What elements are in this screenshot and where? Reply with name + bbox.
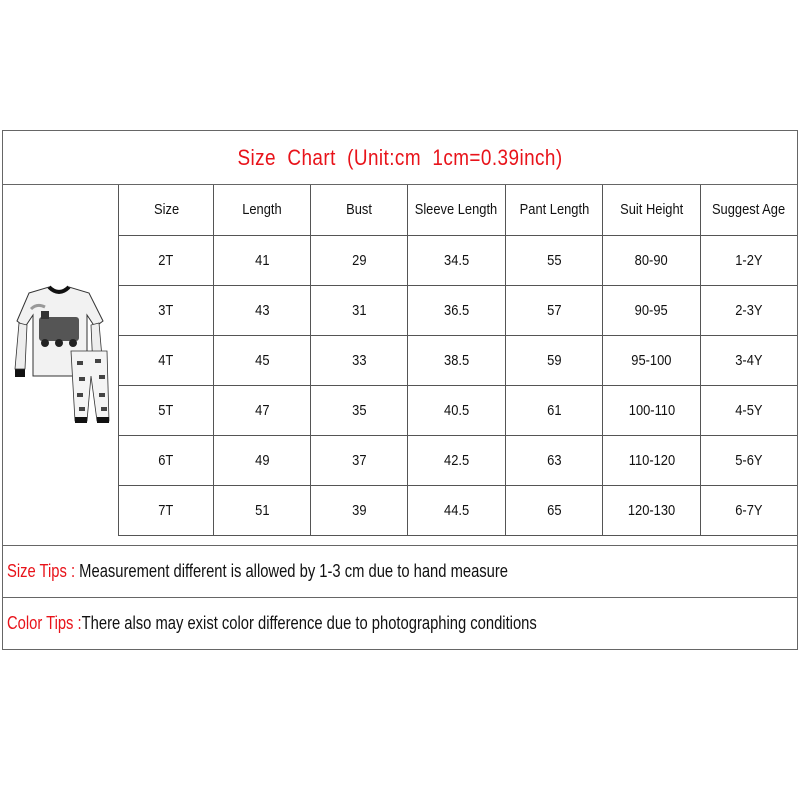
table-cell — [700, 485, 797, 535]
cell-value: 5-6Y — [735, 451, 763, 469]
table-cell — [407, 485, 505, 535]
size-table — [118, 185, 797, 536]
header-label: Suit Height — [619, 201, 684, 219]
cell-value: 33 — [351, 351, 367, 369]
table-cell — [214, 285, 311, 335]
table-cell — [119, 435, 214, 485]
table-cell — [603, 485, 700, 535]
table-cell — [119, 485, 214, 535]
cell-value: 1-2Y — [735, 251, 763, 269]
cell-value: 57 — [546, 301, 562, 319]
cell-value: 80-90 — [634, 251, 669, 269]
table-cell — [311, 435, 407, 485]
table-cell — [700, 385, 797, 435]
color-tips-text: There also may exist color difference due to photographing conditions — [81, 613, 537, 633]
cell-value: 35 — [351, 401, 367, 419]
cell-value: 40.5 — [443, 401, 469, 419]
table-cell — [214, 235, 311, 285]
table-row — [119, 485, 798, 535]
table-row — [119, 235, 798, 285]
table-cell — [214, 485, 311, 535]
cell-value: 3T — [158, 301, 174, 319]
cell-value: 36.5 — [443, 301, 469, 319]
cell-value: 3-4Y — [735, 351, 763, 369]
table-cell — [603, 335, 700, 385]
table-cell — [603, 435, 700, 485]
header-label: Bust — [346, 201, 372, 219]
cell-value: 4T — [158, 351, 174, 369]
table-row — [119, 285, 798, 335]
table-cell — [505, 235, 603, 285]
cell-value: 47 — [255, 401, 270, 419]
table-cell — [311, 485, 407, 535]
table-cell — [407, 235, 505, 285]
table-cell — [119, 385, 214, 435]
table-row — [119, 385, 798, 435]
table-header-cell — [603, 185, 700, 235]
size-chart — [2, 130, 798, 650]
header-label: Size — [153, 201, 179, 219]
table-header-cell — [214, 185, 311, 235]
header-label: Sleeve Length — [414, 201, 498, 219]
cell-value: 31 — [351, 301, 367, 319]
table-cell — [603, 235, 700, 285]
table-row — [119, 335, 798, 385]
table-cell — [407, 435, 505, 485]
header-label: Pant Length — [519, 201, 589, 219]
cell-value: 7T — [158, 501, 174, 519]
cell-value: 2-3Y — [735, 301, 763, 319]
color-tips — [3, 597, 797, 649]
cell-value: 43 — [255, 301, 270, 319]
cell-value: 2T — [158, 251, 174, 269]
table-cell — [214, 435, 311, 485]
cell-value: 51 — [255, 501, 270, 519]
table-cell — [700, 285, 797, 335]
cell-value: 120-130 — [627, 501, 676, 519]
table-cell — [505, 385, 603, 435]
cell-value: 65 — [546, 501, 562, 519]
table-cell — [603, 385, 700, 435]
table-cell — [505, 485, 603, 535]
chart-title: Size Chart (Unit:cm 1cm=0.39inch) — [3, 131, 797, 185]
cell-value: 37 — [351, 451, 367, 469]
table-cell — [214, 335, 311, 385]
table-cell — [214, 385, 311, 435]
table-cell — [119, 235, 214, 285]
size-tips-label: Size Tips : — [7, 561, 80, 581]
table-cell — [311, 285, 407, 335]
table-cell — [407, 385, 505, 435]
table-cell — [311, 385, 407, 435]
cell-value: 110-120 — [628, 451, 675, 469]
table-cell — [407, 335, 505, 385]
table-header-row — [119, 185, 798, 235]
table-cell — [311, 335, 407, 385]
cell-value: 55 — [546, 251, 562, 269]
cell-value: 61 — [546, 401, 562, 419]
size-tips — [3, 545, 797, 597]
size-tips-text: Measurement different is allowed by 1-3 cm due to hand measure — [79, 561, 509, 581]
table-cell — [119, 335, 214, 385]
cell-value: 59 — [546, 351, 562, 369]
table-header-cell — [119, 185, 214, 235]
table-cell — [505, 285, 603, 335]
cell-value: 38.5 — [443, 351, 469, 369]
cell-value: 4-5Y — [735, 401, 763, 419]
cell-value: 41 — [255, 251, 270, 269]
table-cell — [603, 285, 700, 335]
cell-value: 44.5 — [443, 501, 469, 519]
table-header-cell — [407, 185, 505, 235]
table-cell — [505, 435, 603, 485]
cell-value: 39 — [351, 501, 367, 519]
cell-value: 45 — [255, 351, 270, 369]
table-header-cell — [700, 185, 797, 235]
cell-value: 5T — [158, 401, 174, 419]
color-tips-label: Color Tips : — [7, 613, 82, 633]
cell-value: 6-7Y — [735, 501, 763, 519]
pajama-set-icon — [11, 281, 111, 431]
header-label: Suggest Age — [712, 201, 786, 219]
cell-value: 95-100 — [631, 351, 672, 369]
table-header-cell — [505, 185, 603, 235]
cell-value: 63 — [546, 451, 562, 469]
table-cell — [407, 285, 505, 335]
cell-value: 100-110 — [628, 401, 675, 419]
table-header-cell — [311, 185, 407, 235]
table-cell — [505, 335, 603, 385]
table-row — [119, 435, 798, 485]
table-cell — [700, 235, 797, 285]
cell-value: 42.5 — [443, 451, 469, 469]
cell-value: 34.5 — [443, 251, 469, 269]
header-label: Length — [242, 201, 283, 219]
cell-value: 6T — [158, 451, 174, 469]
table-cell — [700, 435, 797, 485]
table-cell — [311, 235, 407, 285]
cell-value: 29 — [351, 251, 367, 269]
table-cell — [119, 285, 214, 335]
table-cell — [700, 335, 797, 385]
cell-value: 49 — [255, 451, 270, 469]
cell-value: 90-95 — [634, 301, 669, 319]
